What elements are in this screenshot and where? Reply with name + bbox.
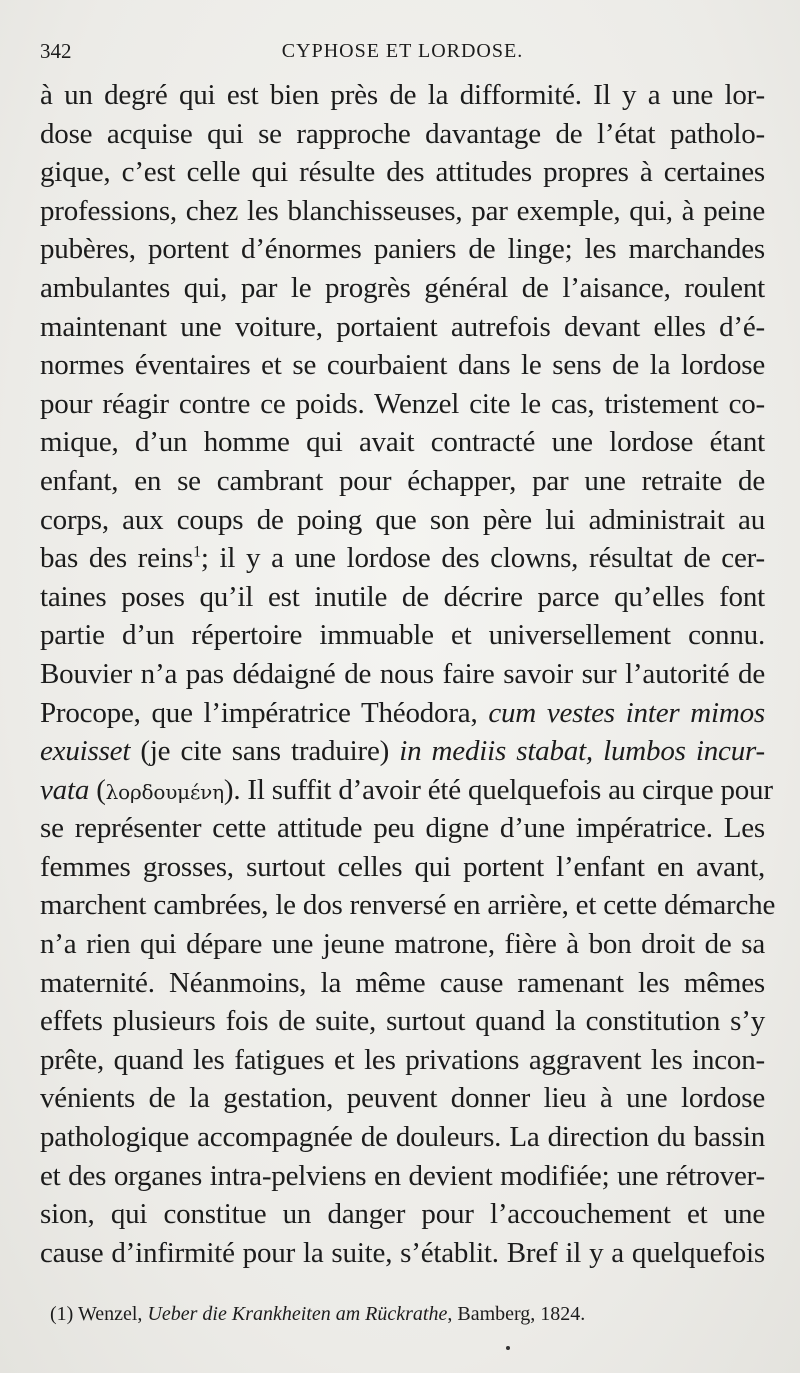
text-line: pathologique accompagnée de douleurs. La direction du bassin [40,1121,765,1154]
footnote-number: (1) [50,1303,74,1325]
text-line: prête, quand les fatigues et les privations aggravent les incon- [40,1043,765,1076]
text-line: pour réagir contre ce poids. Wenzel cite le cas, tristement co- [40,387,765,420]
greek-word: λορδουμένη [105,779,224,804]
text-line: pubères, portent d’énormes paniers de linge; les marchandes [40,233,765,266]
footnote-title: Ueber die Krankheiten am Rückrathe [147,1303,448,1325]
text-line: corps, aux coups de poing que son père lui administrait au [40,503,765,536]
text-line: marchent cambrées, le dos renversé en arrière, et cette démarche [40,889,776,922]
latin-quote: in mediis stabat, lumbos incur- [399,735,765,768]
text-line: gique, c’est celle qui résulte des attitudes propres à certaines [40,156,765,189]
text-line: normes éventaires et se courbaient dans le sens de la lordose [40,349,765,382]
footnote-publication: , Bamberg, 1824. [447,1303,586,1325]
text-line: professions, chez les blanchisseuses, par exemple, qui, à peine [40,194,765,227]
text-line: enfant, en se cambrant pour échapper, par une retraite de [40,464,765,497]
text-line: effets plusieurs fois de suite, surtout quand la constitution s’y [40,1005,765,1038]
text-line: partie d’un répertoire immuable et universellement connu. [40,619,765,652]
footnote [50,1300,750,1328]
text-line: maternité. Néanmoins, la même cause ramenant les mêmes [40,966,765,999]
text-line: mique, d’un homme qui avait contracté une lordose étant [40,426,765,459]
text-line [40,539,765,578]
latin-quote: exuisset [40,735,131,768]
text-segment: ( [89,773,106,806]
page-header [40,36,765,66]
text-line: femmes grosses, surtout celles qui portent l’enfant en avant, [40,850,765,883]
latin-quote: cum vestes inter mimos [488,696,765,729]
text-line: taines poses qu’il est inutile de décrire parce qu’elles font [40,580,765,613]
text-segment: (je cite sans traduire) [130,735,400,768]
text-line: dose acquise qui se rapproche davantage de l’état patholo- [40,117,765,150]
running-title: CYPHOSE ET LORDOSE. [281,40,524,62]
text-line: ambulantes qui, par le progrès général de l’aisance, roulent [40,271,765,304]
text-line: Bouvier n’a pas dédaigné de nous faire savoir sur l’autorité de [40,657,765,690]
footnote-author: Wenzel, [73,1303,148,1325]
text-line [40,732,765,771]
text-line: cause d’infirmité pour la suite, s’établit. Bref il y a quelquefois [40,1236,765,1269]
text-line: à un degré qui est bien près de la difformité. Il y a une lor- [40,79,765,111]
body-text [40,76,776,1272]
footnote-marker[interactable]: 1 [193,543,201,561]
text-segment: ; il y a une lordose des clowns, résultat de cer- [200,542,765,575]
text-line: se représenter cette attitude peu digne d’une impératrice. Les [40,812,765,845]
text-line [40,694,765,733]
text-line: n’a rien qui dépare une jeune matrone, fière à bon droit de sa [40,928,765,961]
text-line: et des organes intra-pelviens en devient modifiée; une rétrover- [40,1159,765,1192]
text-line: vénients de la gestation, peuvent donner lieu à une lordose [40,1082,765,1115]
text-segment: Procope, que l’impératrice Théodora, [40,696,489,729]
text-segment: bas des reins [40,542,194,575]
text-line [40,771,773,810]
latin-quote: vata [40,773,90,806]
text-line: sion, qui constitue un danger pour l’accouchement et une [40,1198,765,1231]
ink-dot [506,1346,510,1350]
text-line: maintenant une voiture, portaient autrefois devant elles d’é- [40,310,765,343]
page-number: 342 [40,39,72,63]
text-segment: ). Il suffit d’avoir été quelquefois au cirque pour [223,773,773,806]
